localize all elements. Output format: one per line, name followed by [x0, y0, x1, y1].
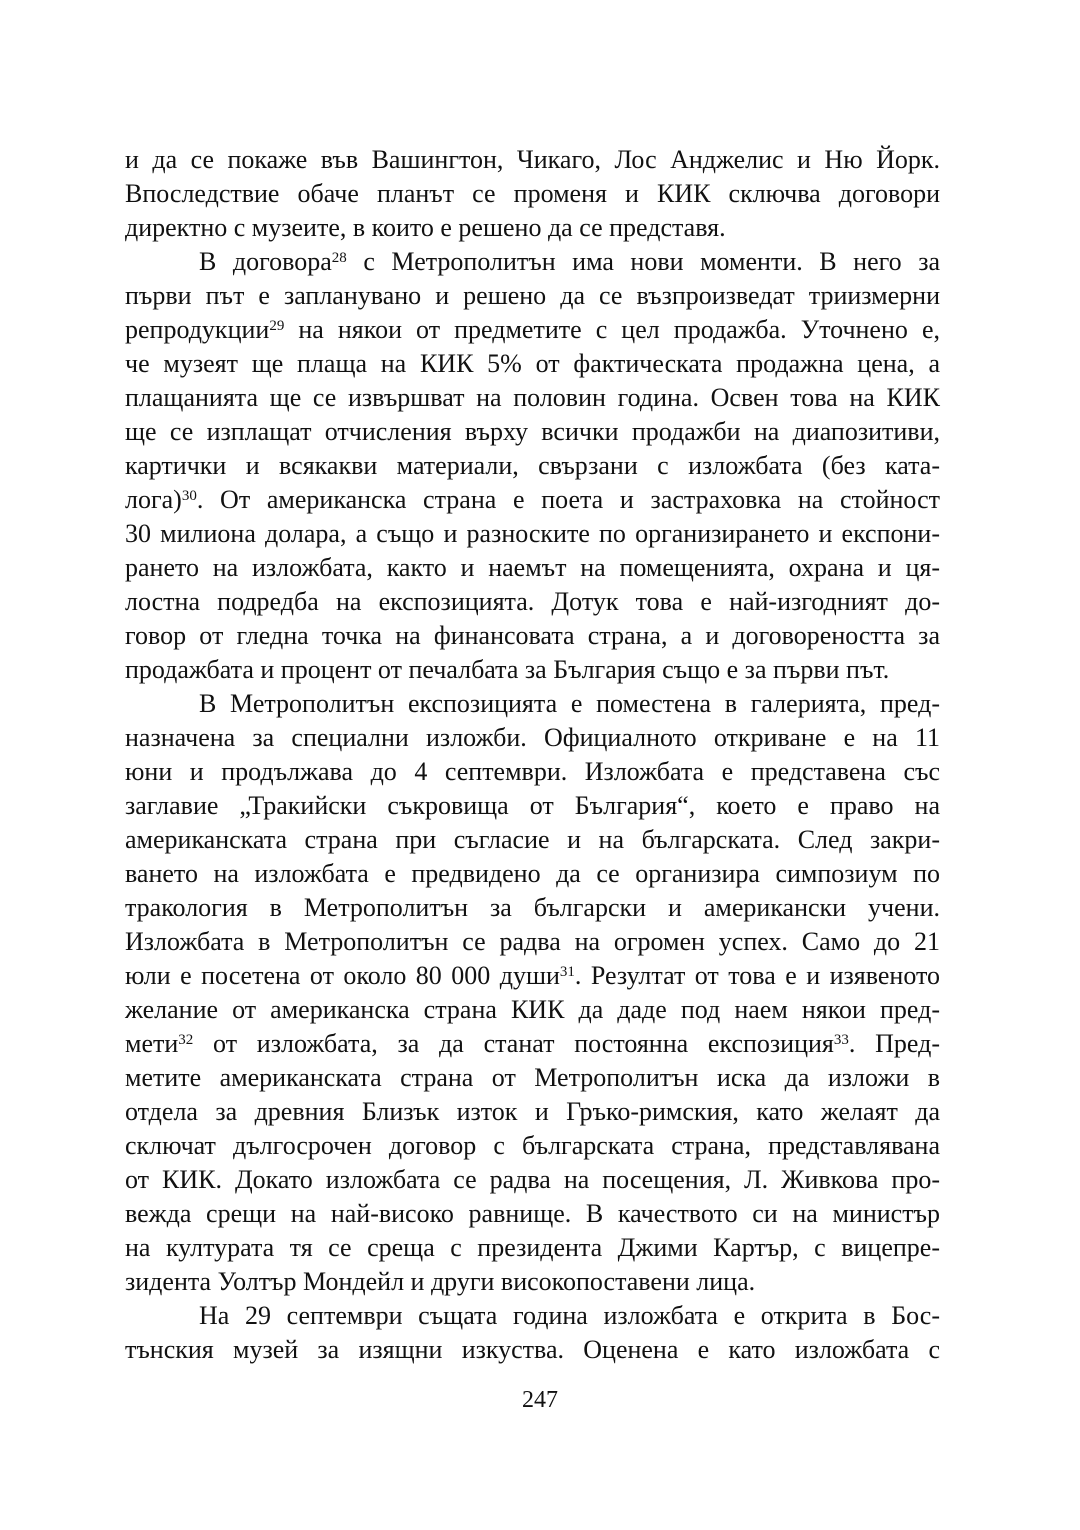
footnote-ref-31: 31: [559, 963, 575, 980]
text-line: сключат дългосрочен договор с българската страна, представлявана: [125, 1131, 940, 1160]
text-fragment: мети: [125, 1029, 179, 1058]
text-line: отдела за древния Близък изток и Гръко-римския, като желаят да: [125, 1097, 940, 1126]
text-line: американската страна при съгласие и на българската. След закри-: [125, 825, 940, 854]
text-line: вежда срещи на най-високо равнище. В качеството си на министър: [125, 1199, 940, 1228]
text-line: картички и всякакви материали, свързани с изложбата (без ката-: [125, 451, 940, 480]
text-line: зидента Уолтър Мондейл и други високопоставени лица.: [125, 1267, 756, 1296]
page-number: 247: [522, 1387, 558, 1413]
text-line: В Метрополитън експозицията е поместена в галерията, пред-: [199, 689, 940, 718]
text-line: [125, 483, 940, 517]
text-line: рането на изложбата, както и наемът на помещенията, охрана и ця-: [125, 553, 940, 582]
text-line: [125, 313, 940, 347]
footnote-ref-29: 29: [269, 317, 285, 334]
footnote-ref-28: 28: [331, 249, 347, 266]
text-line: и да се покаже във Вашингтон, Чикаго, Лос Анджелис и Ню Йорк.: [125, 145, 940, 174]
text-line: ването на изложбата е предвидено да се организира симпозиум по: [125, 859, 940, 888]
text-line: говор от гледна точка на финансовата страна, а и договореността за: [125, 621, 940, 650]
text-line: тракология в Метрополитън за български и американски учени.: [125, 893, 940, 922]
text-line: метите американската страна от Метрополитън иска да изложи в: [125, 1063, 940, 1092]
text-line: ще се изплащат отчисления върху всички продажби на диапозитиви,: [125, 417, 940, 446]
text-fragment: на някои от предметите с цел продажба. Уточнено е,: [298, 315, 940, 344]
text-fragment: . От американска страна е поета и застраховка на стойност: [196, 485, 940, 514]
body-text: [125, 143, 940, 1367]
text-line: [125, 959, 940, 993]
text-fragment: с Метрополитън има нови моменти. В него за: [363, 247, 940, 276]
text-line: 30 милиона долара, а също и разноските по организирането и експони-: [125, 519, 940, 548]
footnote-ref-30: 30: [181, 487, 197, 504]
footnote-ref-32: 32: [178, 1031, 194, 1048]
text-line: Изложбата в Метрополитън се радва на огромен успех. Само до 21: [125, 927, 940, 956]
text-fragment: . Резултат от това е и изявеното: [574, 961, 940, 990]
text-line: желание от американска страна КИК да даде под наем някои пред-: [125, 995, 940, 1024]
text-line: на културата тя се среща с президента Джими Картър, с вицепре-: [125, 1233, 940, 1262]
text-fragment: . Пред-: [848, 1029, 940, 1058]
text-fragment: лога): [125, 485, 182, 514]
text-fragment: юли е посетена от около 80 000 души: [125, 961, 560, 990]
text-line: юни и продължава до 4 септември. Изложбата е представена със: [125, 757, 940, 786]
text-line: от КИК. Докато изложбата се радва на посещения, Л. Живкова про-: [125, 1165, 940, 1194]
text-line: тънския музей за изящни изкуства. Оценена е като изложбата с: [125, 1335, 940, 1364]
text-line: лостна подредба на експозицията. Дотук това е най-изгодният до-: [125, 587, 940, 616]
text-line: Впоследствие обаче планът се променя и КИК сключва договори: [125, 179, 940, 208]
text-line: плащанията ще се извършват на половин година. Освен това на КИК: [125, 383, 940, 412]
text-fragment: В договора: [199, 247, 332, 276]
footnote-ref-33: 33: [833, 1031, 849, 1048]
text-line: че музеят ще плаща на КИК 5% от фактическата продажна цена, а: [125, 349, 940, 378]
text-fragment: от изложбата, за да станат постоянна експозиция: [213, 1029, 834, 1058]
text-line: [125, 1027, 940, 1061]
text-line: директно с музеите, в които е решено да се представя.: [125, 213, 726, 242]
text-line: продажбата и процент от печалбата за България също е за първи път.: [125, 655, 890, 684]
text-fragment: репродукции: [125, 315, 270, 344]
text-line: първи път е запланувано и решено да се възпроизведат триизмерни: [125, 281, 940, 310]
text-line: заглавие „Тракийски съкровища от България“, което е право на: [125, 791, 940, 820]
text-line: [125, 245, 940, 279]
text-line: На 29 септември същата година изложбата е открита в Бос-: [199, 1301, 940, 1330]
text-line: назначена за специални изложби. Официалното откриване е на 11: [125, 723, 940, 752]
